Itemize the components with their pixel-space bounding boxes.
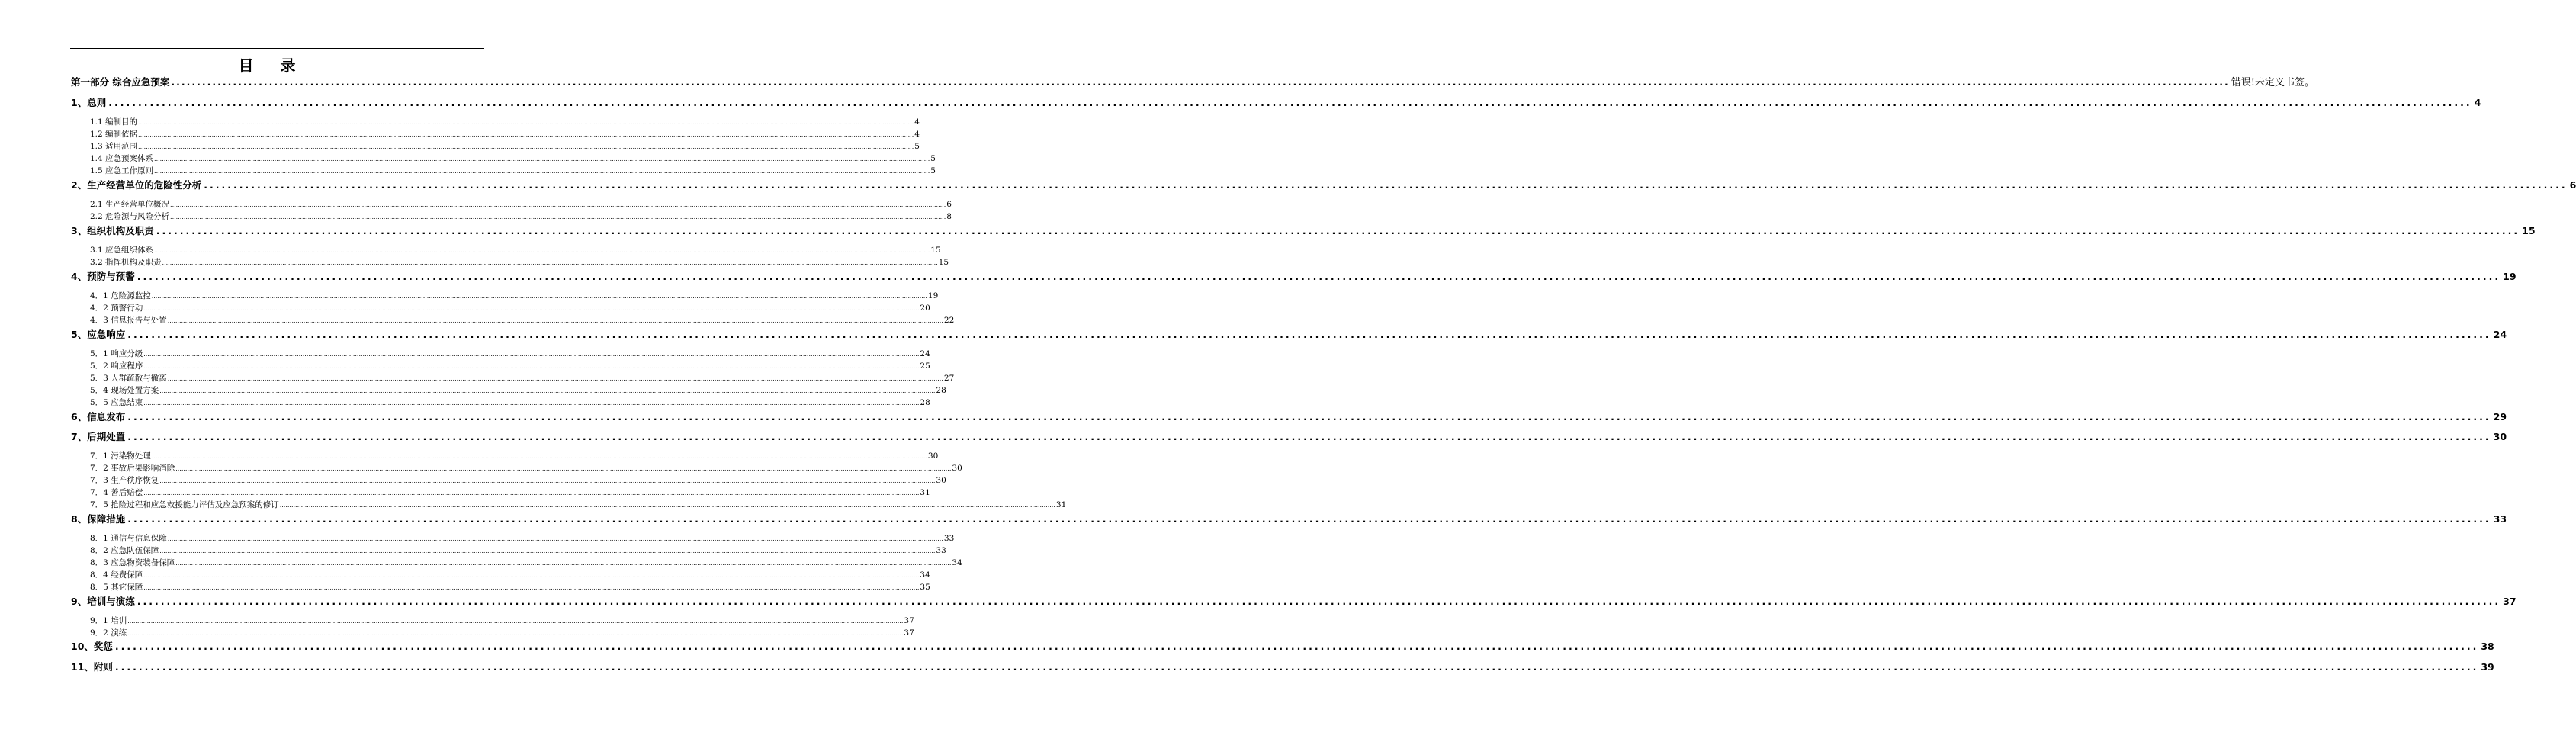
- toc-section-entry[interactable]: [90, 140, 920, 152]
- dot-leader: ................................................................................................................................................................................................................................................................................................................................................................................................................: [204, 179, 2568, 191]
- toc-section-entry[interactable]: [90, 244, 941, 255]
- toc-entry-label: 2、生产经营单位的危险性分析: [71, 179, 202, 191]
- toc-entry-label: 8．1 通信与信息保障: [90, 534, 167, 543]
- toc-entry-label: 4．1 危险源监控: [90, 291, 151, 300]
- dot-leader: ................................................................................................................................................................................................................................................................................................................................................................................................................: [159, 387, 936, 394]
- toc-chapter-entry[interactable]: [71, 639, 2494, 653]
- toc-entry-label: 7．3 生产秩序恢复: [90, 476, 159, 485]
- toc-entry-label: 7．4 善后赔偿: [90, 488, 143, 497]
- toc-entry-page: 39: [2481, 661, 2494, 673]
- toc-section-entry[interactable]: [90, 499, 1067, 510]
- dot-leader: ................................................................................................................................................................................................................................................................................................................................................................................................................: [154, 168, 930, 175]
- toc-chapter-entry[interactable]: [71, 512, 2507, 525]
- toc-section-entry[interactable]: [90, 302, 930, 313]
- dot-leader: ................................................................................................................................................................................................................................................................................................................................................................................................................: [127, 329, 2491, 340]
- dot-leader: ................................................................................................................................................................................................................................................................................................................................................................................................................: [175, 560, 952, 567]
- toc-section-entry[interactable]: [90, 569, 930, 580]
- toc-entry-label: 4．2 预警行动: [90, 304, 143, 313]
- toc-entry-page: 19: [2503, 271, 2517, 282]
- dot-leader: ................................................................................................................................................................................................................................................................................................................................................................................................................: [138, 143, 914, 150]
- dot-leader: ................................................................................................................................................................................................................................................................................................................................................................................................................: [143, 572, 920, 579]
- toc-section-entry[interactable]: [90, 384, 946, 396]
- dot-leader: ................................................................................................................................................................................................................................................................................................................................................................................................................: [151, 453, 927, 460]
- toc-entry-page: 30: [927, 451, 939, 461]
- toc-chapter-entry[interactable]: [71, 223, 2536, 237]
- toc-entry-page: 37: [904, 616, 914, 625]
- toc-chapter-entry[interactable]: [71, 327, 2507, 341]
- toc-section-entry[interactable]: [90, 450, 939, 461]
- toc-section-entry[interactable]: [90, 314, 955, 326]
- toc-section-entry[interactable]: [90, 153, 936, 164]
- toc-entry-label: 1.1 编制目的: [90, 117, 138, 127]
- dot-leader: ................................................................................................................................................................................................................................................................................................................................................................................................................: [154, 247, 930, 254]
- toc-chapter-entry[interactable]: [71, 95, 2481, 109]
- dot-leader: ................................................................................................................................................................................................................................................................................................................................................................................................................: [137, 596, 2501, 607]
- toc-section-entry[interactable]: [90, 360, 930, 371]
- toc-section-entry[interactable]: [90, 165, 936, 176]
- dot-leader: ................................................................................................................................................................................................................................................................................................................................................................................................................: [127, 411, 2491, 422]
- dot-leader: ................................................................................................................................................................................................................................................................................................................................................................................................................: [175, 465, 952, 472]
- toc-entry-label: 7．2 事故后果影响消除: [90, 464, 175, 473]
- toc-entry-label: 7．1 污染物处理: [90, 451, 151, 461]
- toc-entry-page: 29: [2493, 411, 2507, 422]
- toc-entry-label: 1.5 应急工作原则: [90, 166, 154, 175]
- toc-section-entry[interactable]: [90, 615, 914, 626]
- toc-part-entry[interactable]: [71, 74, 2315, 88]
- toc-entry-label: 9．2 演练: [90, 628, 127, 638]
- toc-chapter-entry[interactable]: [71, 429, 2507, 443]
- dot-leader: ................................................................................................................................................................................................................................................................................................................................................................................................................: [167, 375, 943, 382]
- toc-entry-page: 4: [2474, 97, 2481, 108]
- dot-leader: ................................................................................................................................................................................................................................................................................................................................................................................................................: [114, 641, 2479, 652]
- toc-section-entry[interactable]: [90, 256, 949, 268]
- toc-section-entry[interactable]: [90, 128, 920, 140]
- dot-leader: ................................................................................................................................................................................................................................................................................................................................................................................................................: [143, 351, 920, 358]
- dot-leader: ................................................................................................................................................................................................................................................................................................................................................................................................................: [279, 502, 1055, 509]
- toc-title: 目 录: [238, 56, 307, 75]
- toc-entry-label: 5．2 响应程序: [90, 361, 143, 371]
- toc-entry-page: 33: [936, 546, 946, 555]
- toc-entry-page: 37: [2503, 596, 2517, 607]
- toc-entry-label: 5、应急响应: [71, 329, 126, 340]
- toc-entry-label: 7、后期处置: [71, 431, 126, 442]
- toc-section-entry[interactable]: [90, 290, 939, 301]
- toc-section-entry[interactable]: [90, 532, 955, 544]
- toc-entry-page: 35: [920, 583, 930, 592]
- toc-entry-label: 10、奖惩: [71, 641, 113, 652]
- toc-section-entry[interactable]: [90, 210, 952, 222]
- toc-entry-label: 5．5 应急结束: [90, 398, 143, 407]
- dot-leader: ................................................................................................................................................................................................................................................................................................................................................................................................................: [127, 630, 904, 637]
- toc-entry-page: 30: [936, 476, 946, 485]
- dot-leader: ................................................................................................................................................................................................................................................................................................................................................................................................................: [162, 259, 938, 266]
- toc-entry-label: 11、附则: [71, 661, 113, 673]
- toc-entry-label: 8．5 其它保障: [90, 583, 143, 592]
- toc-entry-page: 31: [920, 488, 930, 497]
- toc-entry-page: 33: [943, 534, 955, 543]
- toc-entry-page: 20: [920, 304, 930, 313]
- dot-leader: ................................................................................................................................................................................................................................................................................................................................................................................................................: [143, 305, 920, 312]
- toc-entry-label: 8、保障措施: [71, 513, 126, 525]
- dot-leader: ................................................................................................................................................................................................................................................................................................................................................................................................................: [108, 97, 2472, 108]
- toc-entry-page: 30: [952, 464, 962, 473]
- toc-entry-page: 24: [2493, 329, 2507, 340]
- toc-entry-page: 27: [943, 374, 955, 383]
- toc-chapter-entry[interactable]: [71, 410, 2507, 423]
- toc-entry-label: 5．1 响应分级: [90, 349, 143, 358]
- dot-leader: ................................................................................................................................................................................................................................................................................................................................................................................................................: [167, 317, 943, 324]
- toc-part-label: 第一部分 综合应急预案: [71, 76, 170, 88]
- toc-chapter-entry[interactable]: [71, 660, 2494, 673]
- toc-section-entry[interactable]: [90, 545, 946, 556]
- toc-section-entry[interactable]: [90, 372, 955, 384]
- toc-entry-label: 5．3 人群疏散与撤离: [90, 374, 167, 383]
- toc-entry-page: 28: [936, 386, 946, 395]
- dot-leader: ................................................................................................................................................................................................................................................................................................................................................................................................................: [154, 156, 930, 162]
- toc-section-entry[interactable]: [90, 397, 930, 408]
- toc-entry-label: 2.1 生产经营单位概况: [90, 200, 170, 209]
- toc-entry-page: 15: [2522, 225, 2536, 236]
- toc-entry-page: 30: [2493, 431, 2507, 442]
- toc-entry-label: 3、组织机构及职责: [71, 225, 154, 236]
- dot-leader: ................................................................................................................................................................................................................................................................................................................................................................................................................: [143, 490, 920, 496]
- toc-entry-page: 34: [952, 558, 962, 567]
- toc-entry-page: 34: [920, 570, 930, 580]
- toc-entry-page: 6: [946, 200, 952, 209]
- toc-entry-page: 4: [914, 130, 920, 139]
- toc-part-page: 错误!未定义书签。: [2231, 77, 2315, 88]
- toc-section-entry[interactable]: [90, 462, 962, 474]
- toc-entry-page: 4: [914, 117, 920, 127]
- toc-entry-label: 5．4 现场处置方案: [90, 386, 159, 395]
- toc-section-entry[interactable]: [90, 116, 920, 127]
- toc-entry-label: 8．4 经费保障: [90, 570, 143, 580]
- toc-entry-page: 6: [2569, 179, 2576, 191]
- toc-entry-label: 1.4 应急预案体系: [90, 154, 154, 163]
- toc-section-entry[interactable]: [90, 627, 914, 638]
- dot-leader: ................................................................................................................................................................................................................................................................................................................................................................................................................: [167, 535, 943, 542]
- dot-leader: ................................................................................................................................................................................................................................................................................................................................................................................................................: [138, 119, 914, 126]
- toc-entry-label: 1、总则: [71, 97, 107, 108]
- dot-leader: ................................................................................................................................................................................................................................................................................................................................................................................................................: [127, 431, 2491, 442]
- dot-leader: ................................................................................................................................................................................................................................................................................................................................................................................................................: [137, 271, 2501, 282]
- dot-leader: ................................................................................................................................................................................................................................................................................................................................................................................................................: [156, 225, 2520, 236]
- dot-leader: ................................................................................................................................................................................................................................................................................................................................................................................................................: [143, 584, 920, 591]
- dot-leader: ................................................................................................................................................................................................................................................................................................................................................................................................................: [159, 477, 936, 484]
- dot-leader: ................................................................................................................................................................................................................................................................................................................................................................................................................: [170, 214, 946, 220]
- dot-leader: ................................................................................................................................................................................................................................................................................................................................................................................................................: [159, 548, 936, 554]
- toc-entry-label: 9．1 培训: [90, 616, 127, 625]
- toc-entry-label: 8．2 应急队伍保障: [90, 546, 159, 555]
- toc-section-entry[interactable]: [90, 198, 952, 210]
- toc-entry-page: 5: [914, 142, 920, 151]
- dot-leader: ................................................................................................................................................................................................................................................................................................................................................................................................................: [143, 363, 920, 370]
- header-rule: [70, 48, 484, 49]
- toc-entry-page: 15: [938, 258, 949, 267]
- dot-leader: ................................................................................................................................................................................................................................................................................................................................................................................................................: [170, 201, 946, 208]
- toc-section-entry[interactable]: [90, 487, 930, 498]
- toc-entry-page: 31: [1055, 500, 1067, 509]
- toc-entry-label: 3.2 指挥机构及职责: [90, 258, 162, 267]
- toc-entry-label: 1.3 适用范围: [90, 142, 138, 151]
- dot-leader: ................................................................................................................................................................................................................................................................................................................................................................................................................: [127, 618, 904, 625]
- toc-entry-page: 5: [930, 166, 936, 175]
- toc-section-entry[interactable]: [90, 557, 962, 568]
- toc-entry-page: 24: [920, 349, 930, 358]
- dot-leader: ................................................................................................................................................................................................................................................................................................................................................................................................................: [127, 513, 2491, 525]
- toc-entry-page: 37: [904, 628, 914, 638]
- toc-chapter-entry[interactable]: [71, 178, 2576, 191]
- toc-entry-page: 22: [943, 316, 955, 325]
- dot-leader: ................................................................................................................................................................................................................................................................................................................................................................................................................: [171, 76, 2230, 88]
- toc-section-entry[interactable]: [90, 474, 946, 486]
- toc-entry-label: 6、信息发布: [71, 411, 126, 422]
- toc-chapter-entry[interactable]: [71, 269, 2517, 283]
- toc-entry-page: 33: [2493, 513, 2507, 525]
- toc-entry-page: 19: [927, 291, 939, 300]
- toc-entry-page: 38: [2481, 641, 2494, 652]
- toc-entry-label: 4．3 信息报告与处置: [90, 316, 167, 325]
- toc-entry-label: 7．5 抢险过程和应急救援能力评估及应急预案的修订: [90, 500, 279, 509]
- toc-entry-page: 15: [930, 246, 941, 255]
- dot-leader: ................................................................................................................................................................................................................................................................................................................................................................................................................: [143, 400, 920, 406]
- toc-entry-page: 5: [930, 154, 936, 163]
- dot-leader: ................................................................................................................................................................................................................................................................................................................................................................................................................: [138, 131, 914, 138]
- dot-leader: ................................................................................................................................................................................................................................................................................................................................................................................................................: [151, 293, 927, 300]
- toc-entry-label: 1.2 编制依据: [90, 130, 138, 139]
- toc-section-entry[interactable]: [90, 581, 930, 593]
- toc-entry-page: 25: [920, 361, 930, 371]
- toc-entry-label: 2.2 危险源与风险分析: [90, 212, 170, 221]
- toc-entry-label: 8．3 应急物资装备保障: [90, 558, 175, 567]
- toc-section-entry[interactable]: [90, 348, 930, 359]
- toc-chapter-entry[interactable]: [71, 594, 2517, 608]
- dot-leader: ................................................................................................................................................................................................................................................................................................................................................................................................................: [114, 661, 2479, 673]
- toc-entry-page: 8: [946, 212, 952, 221]
- toc-entry-label: 4、预防与预警: [71, 271, 135, 282]
- toc-entry-label: 3.1 应急组织体系: [90, 246, 154, 255]
- toc-entry-label: 9、培训与演练: [71, 596, 135, 607]
- toc-entry-page: 28: [920, 398, 930, 407]
